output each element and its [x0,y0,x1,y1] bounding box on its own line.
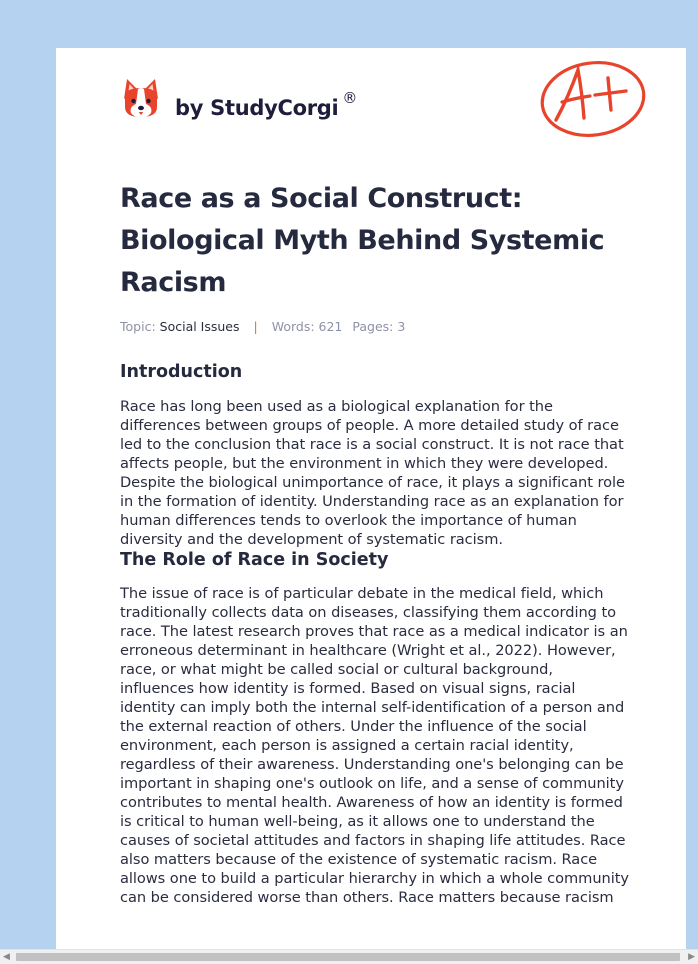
article-meta [120,319,630,334]
article [120,178,630,907]
a-plus-grade-icon [538,58,650,142]
scroll-left-arrow-icon[interactable]: ◀ [3,952,10,962]
topic-link[interactable]: Social Issues [159,319,240,334]
section-body-introduction: Race has long been used as a biological explanation for the differences between groups of people. A more detailed study of race led to the conclusion that race is a social construct. It is not race that affects people, but the environment in which they were developed. Despite the biological unimportance of race, it plays a significant role in the formation of identity. Understanding race as an explanation for human differences tends to overlook the importance of human diversity and the development of systematic racism. [120,398,625,548]
section-heading-introduction: Introduction [120,362,243,382]
brand-name [175,88,358,120]
corgi-icon [121,77,161,121]
meta-separator: | [253,319,258,334]
scroll-right-arrow-icon[interactable]: ▶ [688,952,695,962]
section-body-role-of-race: The issue of race is of particular debate in the medical field, which traditionally collects data on diseases, classifying them according to race. The latest research proves that race as a medical indicator is an erroneous determinant in healthcare (Wright et al., 2022). However, race, or what might be called social or cultural background, influences how identity is formed. Based on visual signs, racial identity can imply both the internal self-identification of a person and the external reaction of others. Under the influence of the social environment, each person is assigned a certain racial identity, regardless of their awareness. Understanding one's belonging can be important in shaping one's outlook on life, and a sense of community contributes to mental health. Awareness of how an identity is formed is critical to human well-being, as it allows one to understand the causes of societal attitudes and factors in shaping life attitudes. Race also matters because of the existence of systematic racism. Race allows one to build a particular hierarchy in which a whole community can be considered worse than others. Race matters because racism [120,585,630,906]
scrollbar-thumb[interactable] [16,953,680,961]
horizontal-scrollbar[interactable] [0,949,698,964]
registered-mark: ® [342,88,358,107]
studycorgi-logo[interactable] [121,76,357,122]
word-count: Words: 621 [271,319,343,334]
article-title: Race as a Social Construct: Biological Myth Behind Systemic Racism [120,183,605,298]
page-count: Pages: 3 [352,319,406,334]
topic-label: Topic: [120,319,156,334]
section-heading-role-of-race: The Role of Race in Society [120,550,389,570]
document-page [56,48,686,964]
brand-name-text: by StudyCorgi [175,95,339,120]
